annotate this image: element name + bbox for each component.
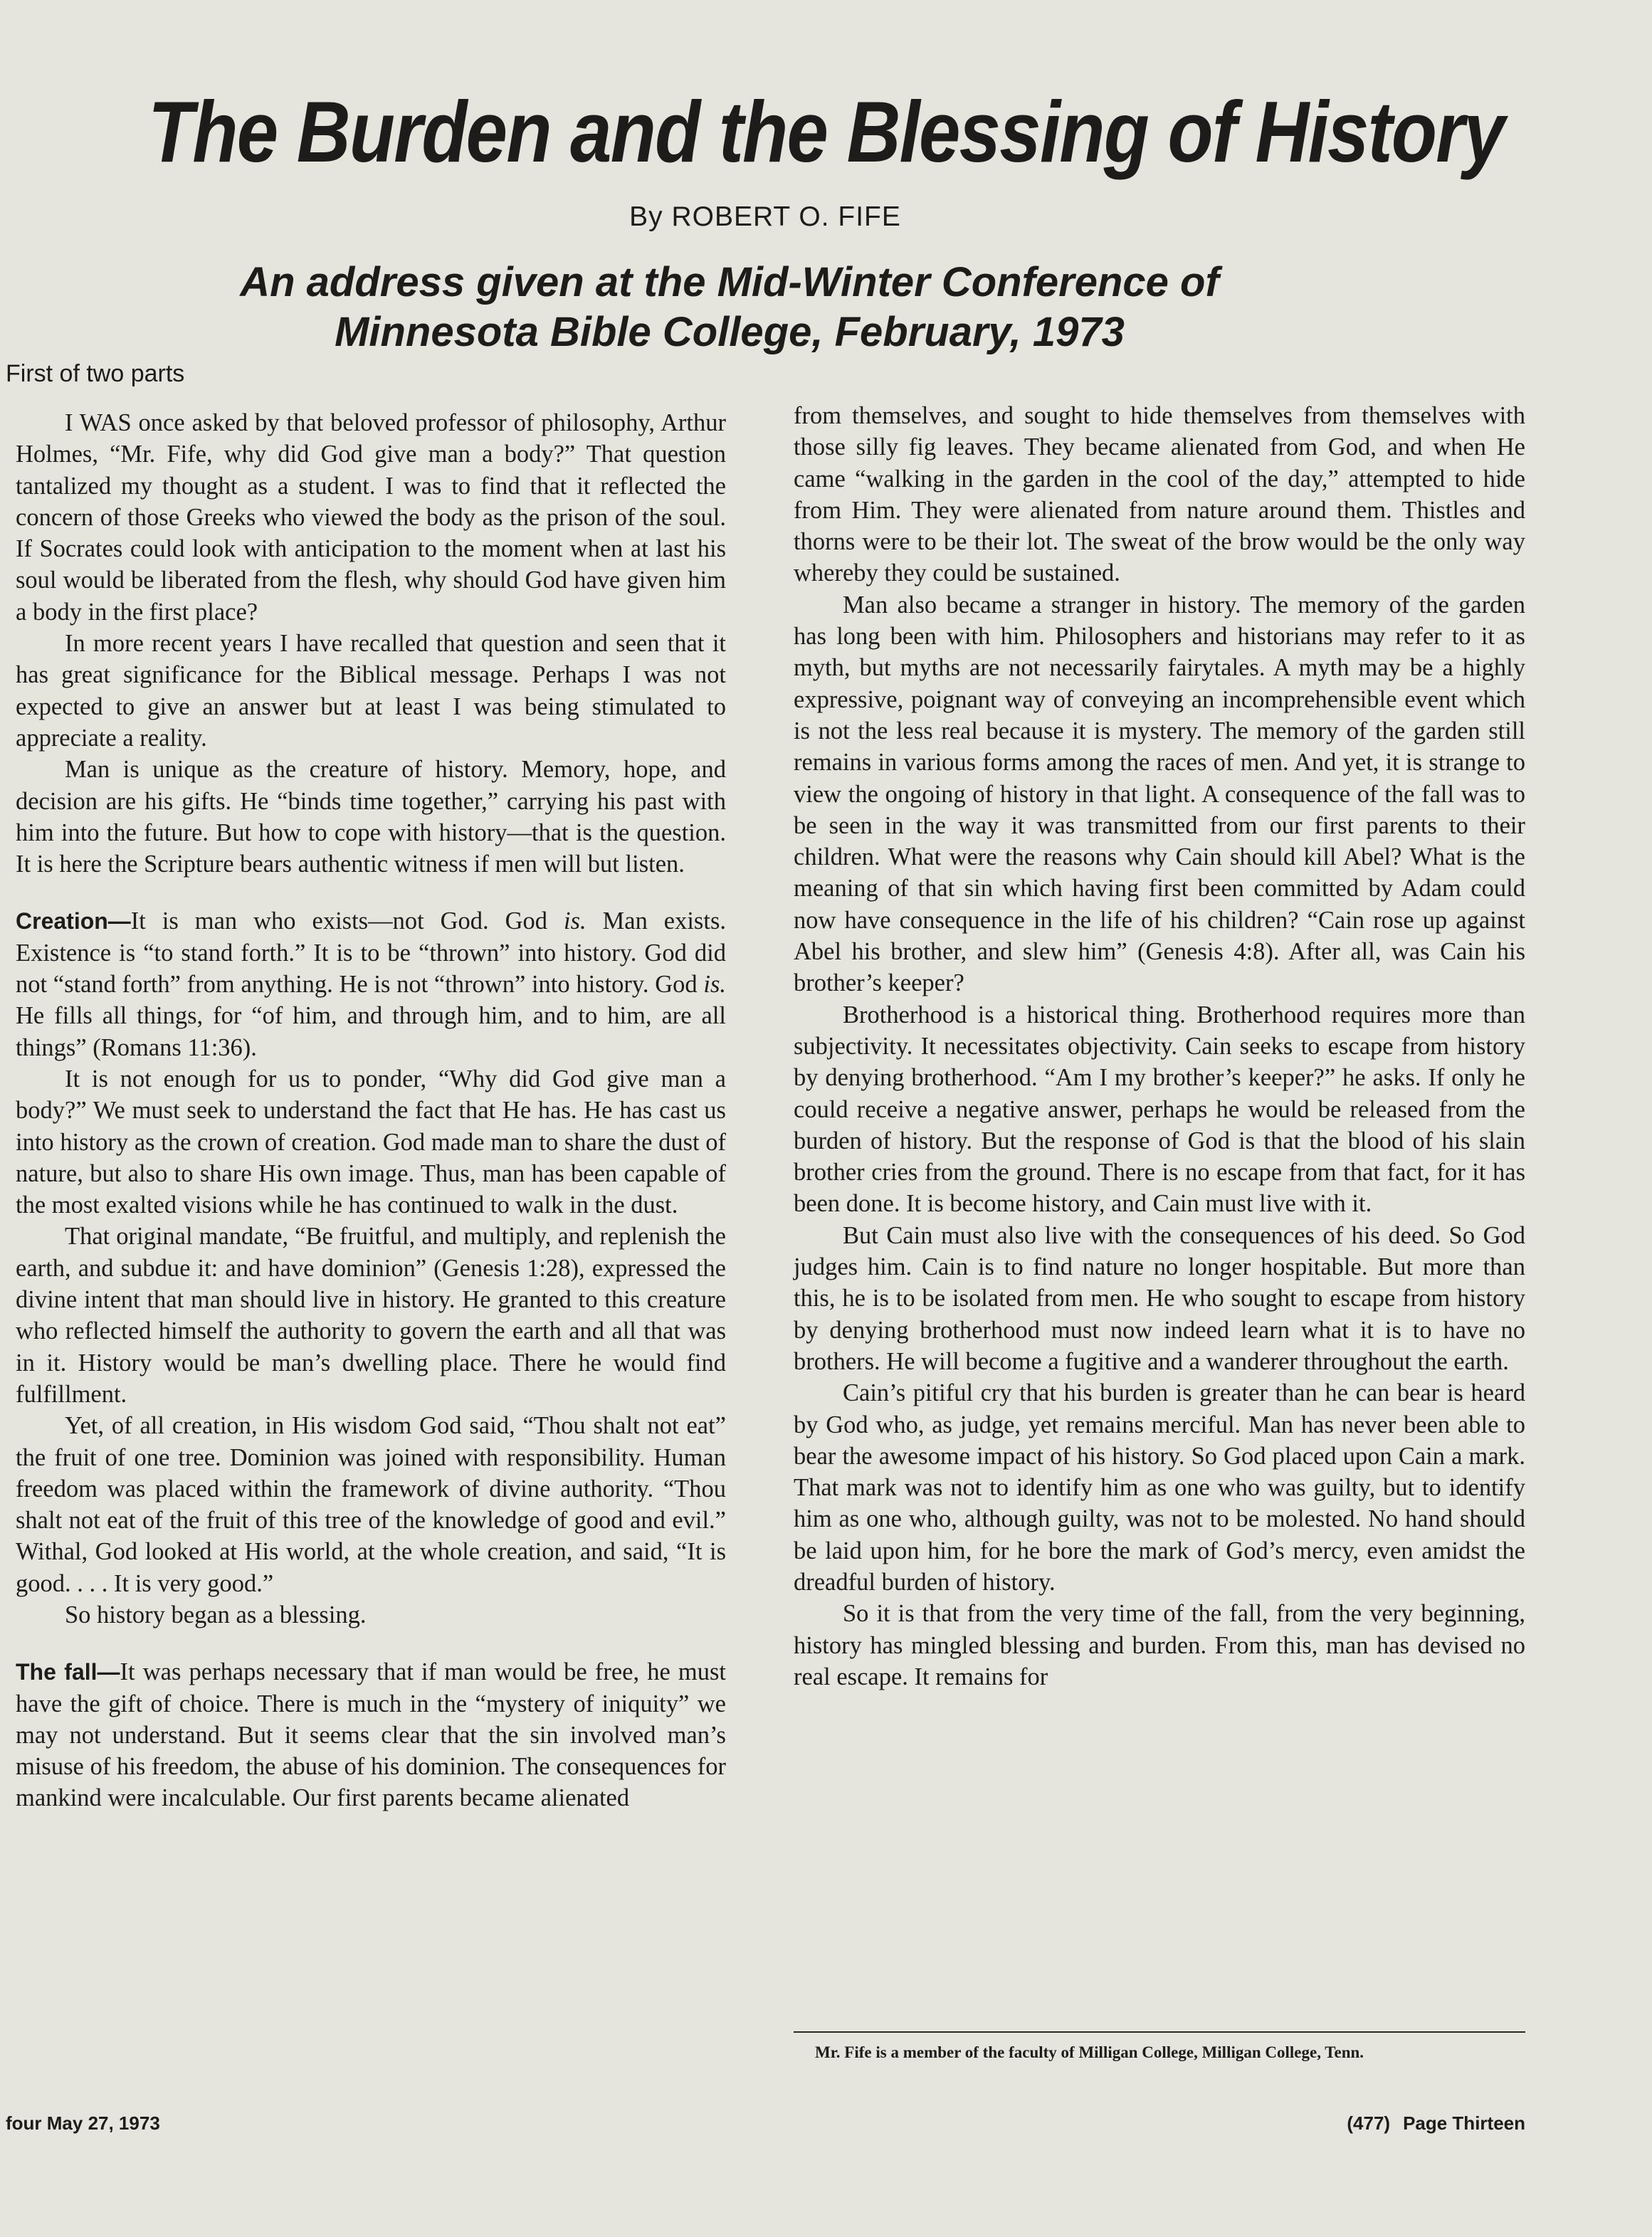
section-heading-creation: Creation—: [16, 908, 131, 935]
subtitle-line-1: An address given at the Mid-Winter Conference of: [240, 259, 1219, 305]
author-byline: By ROBERT O. FIFE: [629, 201, 901, 232]
paragraph: So it is that from the very time of the fall, from the very beginning, history has mingled blessing and burden. From this, man has devised no real escape. It remains for: [794, 1600, 1525, 1690]
paragraph: Cain’s pitiful cry that his burden is greater than he can bear is heard by God who, as judge, yet remains merciful. Man has never been able to bear the awesome impact of his history. So God placed upon Cain a mark. That mark was not to identify him as one who was guilty, but to identify him as one who, although guilty, was not to be molested. No hand should be laid upon him, for he bore the mark of God’s mercy, even amidst the dreadful burden of history.: [794, 1379, 1525, 1596]
subtitle-line-2: Minnesota Bible College, February, 1973: [335, 309, 1125, 355]
section-heading-fall: The fall—: [16, 1659, 120, 1685]
creation-paragraph: Creation—It is man who exists—not God. God is. Man exists. Existence is “to stand forth.” It is to be “thrown” into history. God did not “stand forth” from anything. He is not “thrown” into history. God is. He fills all things, for “of him, and through him, and to him, are all things” (Romans 11:36).: [16, 907, 726, 1061]
author-footnote: [794, 2031, 1525, 2063]
page-number: (477): [1347, 2112, 1391, 2134]
paragraph: So history began as a blessing.: [65, 1601, 367, 1628]
paragraph: That original mandate, “Be fruitful, and multiply, and replenish the earth, and subdue it: and have dominion” (Genesis 1:28), expressed the divine intent that man should live in history. He granted to this creature who reflected himself the authority to govern the earth and all that was in it. History would be man’s dwelling place. There he would find fulfillment.: [16, 1223, 726, 1408]
paragraph: It is not enough for us to ponder, “Why did God give man a body?” We must seek to understand the fact that He has. He has cast us into history as the crown of creation. God made man to share the dust of nature, but also to share His own image. Thus, man has been capable of the most exalted visions while he has continued to walk in the dust.: [16, 1065, 726, 1219]
paragraph: Brotherhood is a historical thing. Brotherhood requires more than subjectivity. It necessitates objectivity. Cain seeks to escape from history by denying brotherhood. “Am I my brother’s keeper?” he asks. If only he could receive a negative answer, perhaps he would be released from the burden of history. But the response of God is that the blood of his slain brother cries from the ground. There is no escape from that fact, for it has been done. It is become history, and Cain must live with it.: [794, 1001, 1525, 1218]
paragraph: I WAS once asked by that beloved professor of philosophy, Arthur Holmes, “Mr. Fife, why did God give man a body?” That question tantalized my thought as a student. I was to find that it reflected the concern of those Greeks who viewed the body as the prison of the soul. If Socrates could look with anticipation to the moment when at last his soul would be liberated from the flesh, why should God have given him a body in the first place?: [16, 409, 726, 626]
paragraph: Man also became a stranger in history. The memory of the garden has long been with him. Philosophers and historians may refer to it as myth, but myths are not necessarily fairytales. A myth may be a highly expressive, poignant way of conveying an incomprehensible event which is not the less real because it is mystery. The memory of the garden still remains in various forms among the races of men. And yet, it is strange to view the ongoing of history in that light. A consequence of the fall was to be seen in the way it was transmitted from our first parents to their children. What were the reasons why Cain should kill Abel? What is the meaning of that sin which having first been committed by Adam could now have consequence in the life of his children? “Cain rose up against Abel his brother, and slew him” (Genesis 4:8). After all, was Cain his brother’s keeper?: [794, 591, 1525, 997]
paragraph: Man is unique as the creature of history. Memory, hope, and decision are his gifts. He “binds time together,” carrying his past with him into the future. But how to cope with history—that is the question. It is here the Scripture bears authentic witness if men will but listen.: [16, 756, 726, 878]
footer-date: four May 27, 1973: [6, 2112, 160, 2134]
paragraph: But Cain must also live with the consequences of his deed. So God judges him. Cain is to find nature no longer hospitable. But more than this, he is to be isolated from men. He who sought to escape from history by denying brotherhood must now indeed learn what it is to have no brothers. He will become a fugitive and a wanderer throughout the earth.: [794, 1221, 1525, 1375]
paragraph: Yet, of all creation, in His wisdom God said, “Thou shalt not eat” the fruit of one tree. Dominion was joined with responsibility. Human freedom was placed within the framework of divine authority. “Thou shalt not eat of the fruit of this tree of the knowledge of good and evil.” Withal, God looked at His world, at the whole creation, and said, “It is good. . . . It is very good.”: [16, 1412, 726, 1597]
left-column: [16, 407, 726, 1814]
paragraph: In more recent years I have recalled that question and seen that it has great significance for the Biblical message. Perhaps I was not expected to give an answer but at least I was being stimulated to appreciate a reality.: [16, 630, 726, 752]
page-label: Page Thirteen: [1403, 2112, 1525, 2134]
right-column: [794, 400, 1525, 1693]
article-title: The Burden and the Blessing of History: [147, 83, 1505, 180]
article-subtitle: [0, 258, 1459, 357]
paragraph: from themselves, and sought to hide themselves from themselves with those silly fig leaves. They became alienated from God, and when He came “walking in the garden in the cool of the day,” attempted to hide from Him. They were alienated from nature around them. Thistles and thorns were to be their lot. The sweat of the brow would be the only way whereby they could be sustained.: [794, 402, 1525, 587]
footnote-text: Mr. Fife is a member of the faculty of Milligan College, Milligan College, Tenn.: [815, 2043, 1364, 2061]
series-label: First of two parts: [6, 360, 185, 387]
fall-paragraph: The fall—It was perhaps necessary that if man would be free, he must have the gift of choice. There is much in the “mystery of iniquity” we may not understand. But it seems clear that the sin involved man’s misuse of his freedom, the abuse of his dominion. The consequences for mankind were incalculable. Our first parents became alienated: [16, 1658, 727, 1812]
footer-page: [1347, 2112, 1525, 2135]
